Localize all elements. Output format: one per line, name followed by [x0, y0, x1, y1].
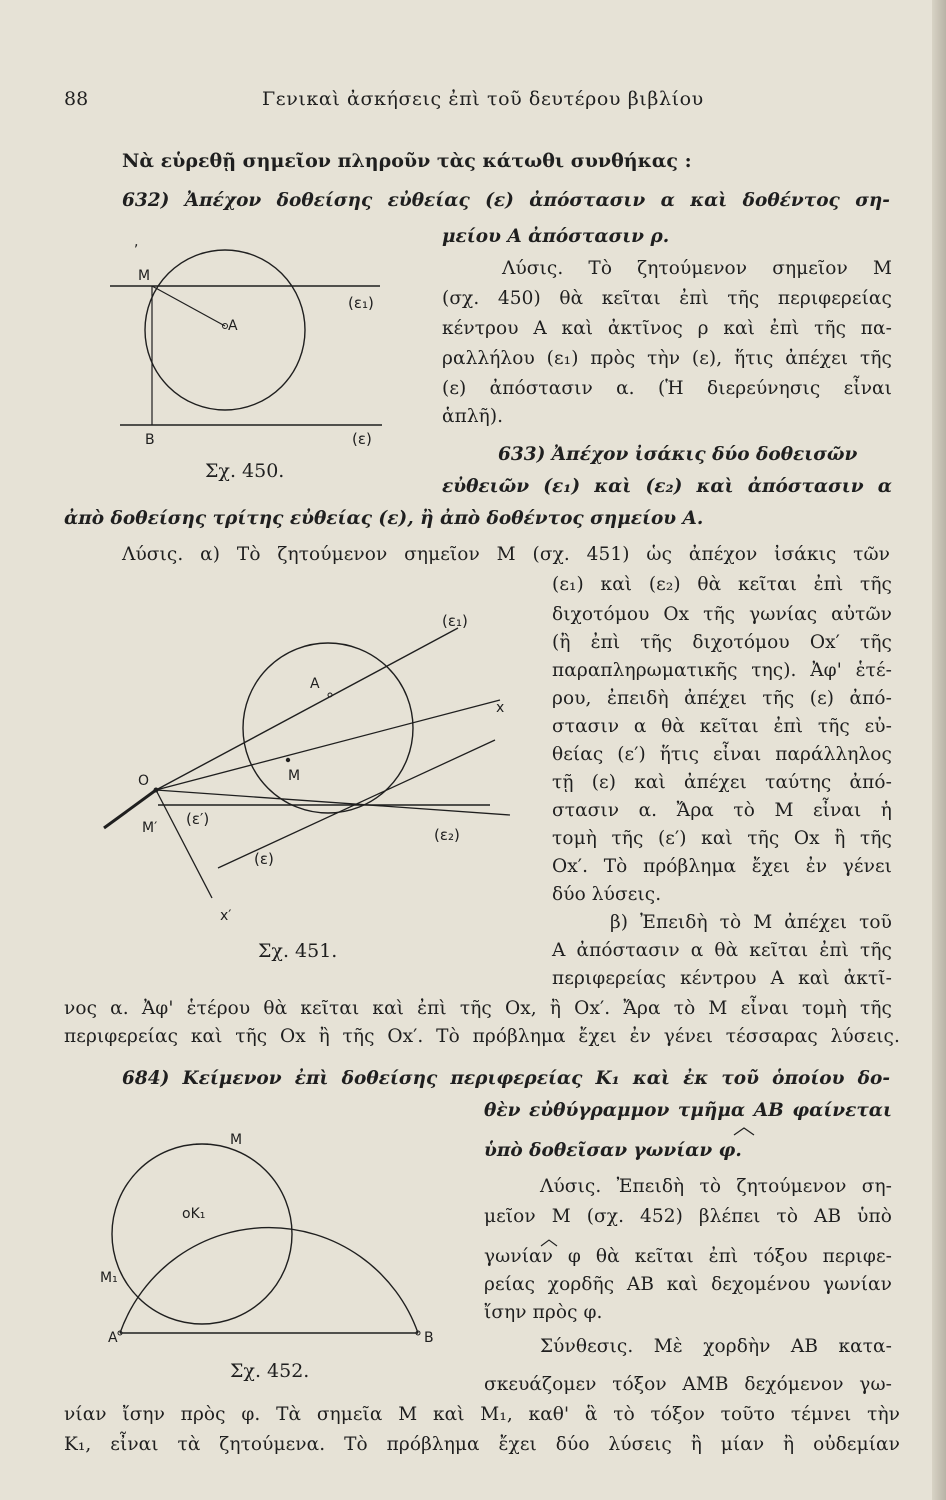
label-e1: (ε₁) [442, 612, 468, 630]
label-m1: M₁ [100, 1270, 118, 1286]
text-line: ρείας χορδῆς ΑΒ καὶ δεχομένου γωνίαν [484, 1274, 892, 1295]
problem-632-title-line2: μείου Α ἀπόστασιν ρ. [442, 226, 670, 247]
figure-451-caption: Σχ. 451. [258, 940, 338, 962]
label-m: M [230, 1132, 243, 1148]
text-line: κέντρου Α καὶ ἀκτῖνος ρ καὶ ἐπὶ τῆς πα- [442, 318, 892, 339]
label-a: A [108, 1330, 118, 1346]
text-line: ἴσην πρὸς φ. [484, 1302, 603, 1323]
page-edge-shadow [932, 0, 946, 1500]
text-line: Α ἀπόστασιν α θὰ κεῖται ἐπὶ τῆς [552, 940, 892, 961]
label-e: (ε) [254, 850, 274, 868]
figure-451 [100, 600, 540, 940]
point-m [286, 758, 290, 762]
text-line: διχοτόμου Οx τῆς γωνίας αὐτῶν [552, 604, 892, 625]
arc-amb [120, 1228, 418, 1333]
text-line: ἁπλῆ). [442, 406, 504, 427]
label-m: M [288, 768, 301, 784]
problem-633-title-line2: εὐθειῶν (ε₁) καὶ (ε₂) καὶ ἀπόστασιν α [442, 476, 892, 497]
text-line: στασιν α. Ἄρα τὸ Μ εἶναι ἡ [552, 800, 892, 821]
label-tick: , [134, 240, 139, 250]
circle-center-a [243, 643, 413, 813]
text-line: (ἢ ἐπὶ τῆς διχοτόμου Οx′ τῆς [552, 632, 892, 653]
label-a: A [310, 676, 320, 692]
text-line: Λύσις. Ἐπειδὴ τὸ ζητούμενον ση- [540, 1176, 892, 1197]
label-b: B [145, 432, 155, 448]
text-line: Λύσις. Τὸ ζητούμενον σημεῖον Μ [502, 258, 892, 279]
text-line: ραλλήλου (ε₁) πρὸς τὴν (ε), ἥτις ἀπέχει τῆς [442, 348, 892, 369]
problem-684-title-line2: θὲν εὐθύγραμμον τμῆμα ΑΒ φαίνεται [484, 1100, 892, 1121]
text-line: παραπληρωματικῆς της). Ἀφ' ἑτέ- [552, 660, 892, 681]
label-e2: (ε₂) [434, 826, 460, 844]
radius-ma [152, 286, 225, 326]
text-line: Οx′. Τὸ πρόβλημα ἔχει ἐν γένει [552, 856, 892, 877]
text-line: (ε) ἀπόστασιν α. (Ἡ διερεύνησις εἶναι [442, 378, 892, 399]
text-line: Σύνθεσις. Μὲ χορδὴν ΑΒ κατα- [540, 1336, 892, 1357]
text-line: τῇ (ε) καὶ ἀπέχει ταύτης ἀπό- [552, 772, 892, 793]
text-line: περιφερείας καὶ τῆς Οx ἢ τῆς Οx′. Τὸ πρόβλημα ἔχει ἐν γένει τέσσαρας λύσεις. [64, 1026, 900, 1047]
bisector-ox [156, 700, 500, 790]
section-heading: Νὰ εὑρεθῇ σημεῖον πληροῦν τὰς κάτωθι συνθήκας : [122, 150, 692, 172]
text-line: (σχ. 450) θὰ κεῖται ἐπὶ τῆς περιφερείας [442, 288, 892, 309]
problem-684-title-line1: 684) Κείμενον ἐπὶ δοθείσης περιφερείας Κ₁ καὶ ἐκ τοῦ ὁποίου δο- [122, 1068, 890, 1089]
text-line: νος α. Ἀφ' ἑτέρου θὰ κεῖται καὶ ἐπὶ τῆς Οx, ἢ Οx′. Ἄρα τὸ Μ εἶναι τομὴ τῆς [64, 998, 892, 1019]
label-m-prime: M′ [142, 820, 158, 836]
text-line: (ε₁) καὶ (ε₂) θὰ κεῖται ἐπὶ τῆς [552, 574, 892, 595]
label-b: B [424, 1330, 434, 1346]
label-e1: (ε₁) [348, 294, 374, 312]
label-m: M [138, 268, 151, 284]
figure-452-caption: Σχ. 452. [230, 1360, 310, 1382]
text-line: ρου, ἐπειδὴ ἀπέχει τῆς (ε) ἀπό- [552, 688, 892, 709]
text-line: β) Ἐπειδὴ τὸ Μ ἀπέχει τοῦ [610, 912, 892, 933]
text-line: περιφερείας κέντρου Α καὶ ἀκτῖ- [552, 968, 892, 989]
figure-450-caption: Σχ. 450. [205, 460, 285, 482]
label-x-prime: x′ [220, 908, 232, 924]
text-line: θείας (ε′) ἥτις εἶναι παράλληλος [552, 744, 892, 765]
label-a: A [228, 318, 238, 334]
circle-center-a [145, 250, 305, 410]
text-line: στασιν α θὰ κεῖται ἐπὶ τῆς εὐ- [552, 716, 892, 737]
page-number: 88 [64, 88, 89, 110]
angle-accent-phi [540, 1232, 558, 1241]
problem-632-title-line1: 632) Ἀπέχον δοθείσης εὐθείας (ε) ἀπόστασιν α καὶ δοθέντος ση- [122, 190, 890, 211]
text-line: Κ₁, εἶναι τὰ ζητούμενα. Τὸ πρόβλημα ἔχει δύο λύσεις ἢ μίαν ἢ οὐδεμίαν [64, 1434, 900, 1455]
text-line: γωνίαν φ θὰ κεῖται ἐπὶ τόξου περιφε- [484, 1246, 892, 1267]
bisector-ox-prime [156, 790, 212, 898]
text-line: δύο λύσεις. [552, 884, 662, 905]
problem-684-title-line3: ὑπὸ δοθεῖσαν γωνίαν φ. [484, 1140, 742, 1161]
label-o: O [138, 773, 150, 789]
label-k1: οK₁ [182, 1206, 206, 1222]
problem-633-solution-first: Λύσις. α) Τὸ ζητούμενον σημεῖον Μ (σχ. 451) ὡς ἀπέχον ἰσάκις τῶν [122, 544, 890, 565]
running-title: Γενικαὶ ἀσκήσεις ἐπὶ τοῦ δευτέρου βιβλίου [262, 88, 704, 110]
label-e-prime: (ε′) [186, 810, 210, 828]
label-e: (ε) [352, 430, 372, 448]
text-line: τομὴ τῆς (ε′) καὶ τῆς Οx ἢ τῆς [552, 828, 892, 849]
text-line: νίαν ἴσην πρὸς φ. Τὰ σημεῖα Μ καὶ Μ₁, καθ' ἃ τὸ τόξον τοῦτο τέμνει τὴν [64, 1404, 900, 1425]
problem-633-title-line3: ἀπὸ δοθείσης τρίτης εὐθείας (ε), ἢ ἀπὸ δοθέντος σημείου Α. [64, 508, 704, 529]
text-line: σκευάζομεν τόξον ΑΜΒ δεχόμενον γω- [484, 1374, 892, 1395]
arc-accent-ab [733, 1121, 755, 1131]
circle-k1 [112, 1144, 292, 1324]
line-e [218, 740, 495, 868]
figure-452 [100, 1120, 460, 1360]
text-line: μεῖον Μ (σχ. 452) βλέπει τὸ ΑΒ ὑπὸ [484, 1206, 892, 1227]
problem-633-title-line1: 633) Ἀπέχον ἰσάκις δύο δοθεισῶν [498, 444, 858, 465]
point-o [154, 788, 159, 793]
label-x: x [496, 700, 505, 716]
line-e1 [156, 628, 458, 790]
